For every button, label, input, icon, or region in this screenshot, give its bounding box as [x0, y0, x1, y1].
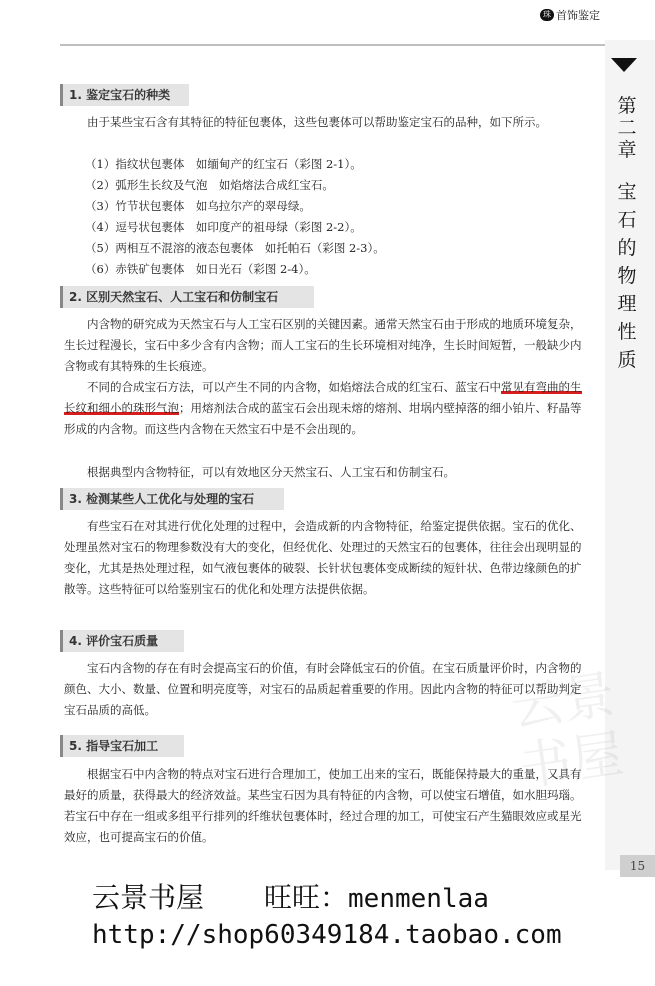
section-5-para-1: 根据宝石中内含物的特点对宝石进行合理加工，使加工出来的宝石，既能保持最大的重量，又具有最好的质量，获得最大的经济效益。某些宝石因为具有特征的内含物，可以使宝石增值，如水胆玛瑙。若宝石中存在一组或多组平行排列的纤维状包裹体时，经过合理的加工，可使宝石产生猫眼效应或星光效应，也可提高宝石的价值。	[64, 767, 582, 844]
footer-url: http://shop60349184.taobao.com	[92, 920, 562, 950]
list-item: （4）逗号状包裹体 如印度产的祖母绿（彩图 2-2）。	[85, 220, 362, 234]
para-text: 不同的合成宝石方法，可以产生不同的内含物，如焰熔法合成的红宝石、蓝宝石中	[87, 380, 501, 394]
watermark-seal: 云景书屋	[507, 664, 628, 799]
footer-shop-line	[92, 876, 489, 916]
section-heading-5: 5. 指导宝石加工	[60, 735, 184, 757]
chapter-title: 宝石的物理性质	[617, 181, 637, 371]
page-number: 15	[620, 855, 655, 877]
section-2-para-3: 根据典型内含物特征，可以有效地区分天然宝石、人工宝石和仿制宝石。	[87, 465, 455, 479]
list-item: （3）竹节状包裹体 如乌拉尔产的翠母绿。	[85, 199, 311, 213]
wangwang-id: menmenlaa	[348, 884, 489, 914]
section-1-intro: 由于某些宝石含有其特征的特征包裹体，这些包裹体可以帮助鉴定宝石的品种，如下所示。	[87, 115, 547, 129]
section-2-para-2	[64, 377, 592, 440]
section-4-para-1: 宝石内含物的存在有时会提高宝石的价值，有时会降低宝石的价值。在宝石质量评价时，内含物的颜色、大小、数量、位置和明亮度等，对宝石的品质起着重要的作用。因此内含物的特征可以帮助判定宝石品质的高低。	[64, 661, 582, 717]
list-item: （5）两相互不混溶的液态包裹体 如托帕石（彩图 2-3）。	[85, 241, 385, 255]
para-text: ；用熔剂法合成的蓝宝石会出现未熔的熔剂、坩埚内壁掉落的细小铂片、籽晶等形成的内含物。而这些内含物在天然宝石中是不会出现的。	[64, 401, 582, 436]
list-item: （2）弧形生长纹及气泡 如焰熔法合成红宝石。	[85, 178, 334, 192]
list-item: （6）赤铁矿包裹体 如日光石（彩图 2-4）。	[85, 262, 316, 276]
chapter-label: 第二章	[617, 95, 637, 161]
book-logo-icon: 珠宝	[540, 9, 554, 21]
header-title: 首饰鉴定	[556, 9, 600, 22]
wangwang-label: 旺旺：	[264, 881, 349, 914]
top-rule	[60, 44, 605, 46]
section-heading-2: 2. 区别天然宝石、人工宝石和仿制宝石	[60, 286, 314, 308]
section-heading-3: 3. 检测某些人工优化与处理的宝石	[60, 488, 284, 510]
section-2-para-1: 内含物的研究成为天然宝石与人工宝石区别的关键因素。通常天然宝石由于形成的地质环境复杂，生长过程漫长，宝石中多少含有内含物；而人工宝石的生长环境相对纯净，生长时间短暂，一般缺少内含物或有其特殊的生长痕迹。	[64, 317, 582, 373]
shop-name: 云景书屋	[92, 881, 205, 914]
section-heading-4: 4. 评价宝石质量	[60, 630, 184, 652]
list-item: （1）指纹状包裹体 如缅甸产的红宝石（彩图 2-1）。	[85, 157, 362, 171]
triangle-marker-icon	[611, 58, 637, 72]
section-3-para-1: 有些宝石在对其进行优化处理的过程中，会造成新的内含物特征，给鉴定提供依据。宝石的优化、处理虽然对宝石的物理参数没有大的变化，但经优化、处理过的天然宝石的包裹体，往往会出现明显的变化，尤其是热处理过程，如气液包裹体的破裂、长针状包裹体变成断续的短针状、色带边缘颜色的扩散等。这些特征可以给鉴别宝石的优化和处理方法提供依据。	[64, 519, 582, 596]
section-heading-1: 1. 鉴定宝石的种类	[60, 84, 189, 106]
red-underlined-text: 常见有弯曲的生长纹和细小的珠形气泡	[64, 380, 582, 415]
running-header	[540, 8, 640, 31]
